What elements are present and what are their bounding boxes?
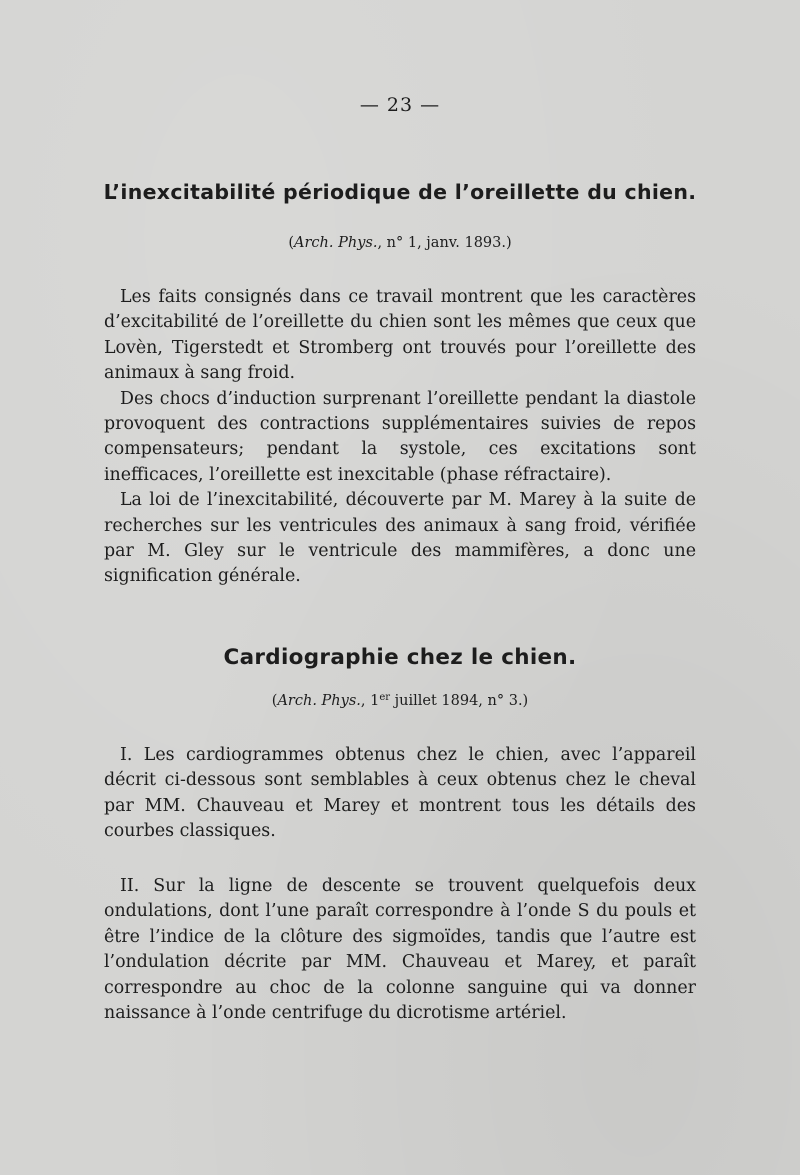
citation-2-rest: juillet 1894, n° 3.)	[390, 693, 529, 709]
citation-2-sup: er	[379, 692, 391, 703]
citation-1-journal: Arch. Phys.	[294, 235, 378, 251]
section-2-body-part-1	[104, 743, 696, 845]
section-title-inexcitabilite: L’inexcitabilité périodique de l’oreillette du chien.	[103, 180, 697, 204]
citation-2-journal: Arch. Phys.	[277, 693, 361, 709]
page-number: — 23 —	[359, 94, 441, 116]
paragraph: La loi de l’inexcitabilité, découverte par M. Marey à la suite de recherches sur les ventricules des animaux à sang froid, vérifiée par M. Gley sur le ventricule des mammifères, a donc une signification générale.	[104, 490, 696, 587]
section-2-body-part-2	[104, 874, 696, 1026]
section-1-body	[104, 285, 696, 590]
paragraph: II. Sur la ligne de descente se trouvent quelquefois deux ondulations, dont l’une paraît correspondre à l’onde S du pouls et être l’indice de la clôture des sigmoïdes, tandis que l’autre est l’ondulation décrite par MM. Chauveau et Marey, et paraît correspondre au choc de la colonne sanguine qui va donner naissance à l’onde centrifuge du dicrotisme artériel.	[104, 876, 696, 1024]
paragraph: Des chocs d’induction surprenant l’oreillette pendant la diastole provoquent des contractions supplémentaires suivies de repos compensateurs; pendant la systole, ces excitations sont inefficaces, l’oreillette est inexcitable (phase réfractaire).	[104, 388, 696, 485]
citation-2-open: (	[271, 693, 278, 709]
citation-1-rest: , n° 1, janv. 1893.)	[377, 235, 512, 251]
paragraph: Les faits consignés dans ce travail montrent que les caractères d’excitabilité de l’oreillette du chien sont les mêmes que ceux que Lovèn, Tigerstedt et Stromberg ont trouvés pour l’oreillette des animaux à sang froid.	[104, 287, 696, 384]
citation-1-open: (	[288, 235, 295, 251]
paragraph: I. Les cardiogrammes obtenus chez le chien, avec l’appareil décrit ci-dessous sont semblables à ceux obtenus chez le cheval par MM. Chauveau et Marey et montrent tous les détails des courbes classiques.	[104, 745, 696, 842]
section-title-cardiographie: Cardiographie chez le chien.	[223, 645, 577, 670]
citation-2-pre-sup: , 1	[360, 693, 380, 709]
citation-2	[0, 692, 800, 709]
citation-1	[0, 235, 800, 251]
